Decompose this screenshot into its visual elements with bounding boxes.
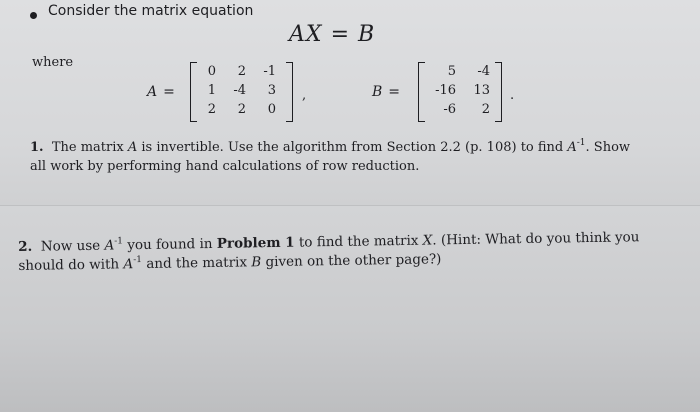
matrix-a-cell: 2 bbox=[237, 64, 246, 79]
problem-2-number: 2. bbox=[18, 238, 33, 255]
matrix-a-cell: 2 bbox=[207, 102, 216, 117]
matrix-b-left-bracket bbox=[418, 62, 425, 122]
matrix-b-cell: -4 bbox=[477, 64, 490, 79]
matrix-a-left-bracket bbox=[190, 62, 197, 122]
problem-1-var: A bbox=[127, 140, 138, 155]
matrix-a-symbol: A bbox=[147, 84, 158, 100]
problem-2-text: given on the other page?) bbox=[261, 251, 442, 271]
problem-2-text: Now use bbox=[40, 237, 105, 255]
problem-1-text: is invertible. Use the algorithm from Section 2.2 (p. 108) to find bbox=[137, 140, 568, 155]
matrix-equation bbox=[289, 22, 375, 47]
matrix-a-comma: , bbox=[302, 88, 307, 103]
problem-2-var: B bbox=[251, 254, 262, 271]
matrix-a-cell: 3 bbox=[267, 83, 276, 98]
problem-1-number: 1. bbox=[30, 140, 44, 155]
matrix-b-symbol: B bbox=[372, 84, 383, 100]
problem-2-var: X bbox=[422, 232, 433, 249]
matrix-a-right-bracket bbox=[286, 62, 293, 122]
matrix-b-equals: = bbox=[388, 84, 401, 100]
problem-2-var: A bbox=[123, 256, 134, 273]
problem-1-line-2: all work by performing hand calculations of row reduction. bbox=[30, 159, 420, 174]
matrix-a-equals: = bbox=[163, 84, 175, 100]
problem-2-superscript: -1 bbox=[114, 236, 124, 247]
matrix-b-label bbox=[372, 84, 400, 100]
matrix-b-cell: 2 bbox=[481, 102, 490, 117]
problem-1-superscript: -1 bbox=[576, 138, 586, 148]
matrix-b-cell: 13 bbox=[473, 83, 490, 98]
problem-1-line-1 bbox=[30, 138, 630, 157]
matrix-a bbox=[200, 63, 276, 119]
equation-lhs: AX bbox=[289, 22, 323, 47]
problem-1-var: A bbox=[567, 140, 577, 155]
equation-op: = bbox=[330, 22, 350, 47]
matrix-a-cell: 2 bbox=[237, 102, 246, 117]
matrix-b-cell: 5 bbox=[447, 64, 456, 79]
matrix-a-label bbox=[147, 84, 175, 100]
matrix-a-cell: 0 bbox=[207, 64, 216, 79]
bullet-icon bbox=[30, 12, 37, 19]
problem-2-var: A bbox=[104, 237, 115, 254]
matrix-a-cell: -1 bbox=[263, 64, 276, 79]
problem-2-text: to find the matrix bbox=[294, 232, 423, 251]
equation-rhs: B bbox=[358, 22, 376, 47]
where-label: where bbox=[32, 55, 74, 70]
matrix-b-right-bracket bbox=[495, 62, 502, 122]
matrix-a-cell: 0 bbox=[267, 102, 276, 117]
problem-1 bbox=[30, 138, 630, 176]
problem-2-text: you found in bbox=[122, 235, 217, 254]
matrix-b-cell: -16 bbox=[435, 83, 456, 98]
problem-2-superscript: -1 bbox=[133, 255, 143, 266]
problem-2-text: should do with bbox=[18, 256, 124, 274]
intro-text: Consider the matrix equation bbox=[48, 3, 254, 19]
problem-1-text: . Show bbox=[585, 140, 631, 155]
matrix-b bbox=[426, 63, 490, 119]
matrix-b-cell: -6 bbox=[443, 102, 456, 117]
matrix-a-cell: -4 bbox=[233, 83, 246, 98]
problem-2-text: and the matrix bbox=[141, 254, 252, 273]
problem-1-text: The matrix bbox=[51, 140, 128, 155]
problem-2-bold-ref: Problem 1 bbox=[216, 234, 295, 252]
matrix-a-cell: 1 bbox=[207, 83, 216, 98]
problem-2-text: . (Hint: What do you think you bbox=[432, 229, 640, 249]
matrix-b-period: . bbox=[510, 88, 515, 103]
